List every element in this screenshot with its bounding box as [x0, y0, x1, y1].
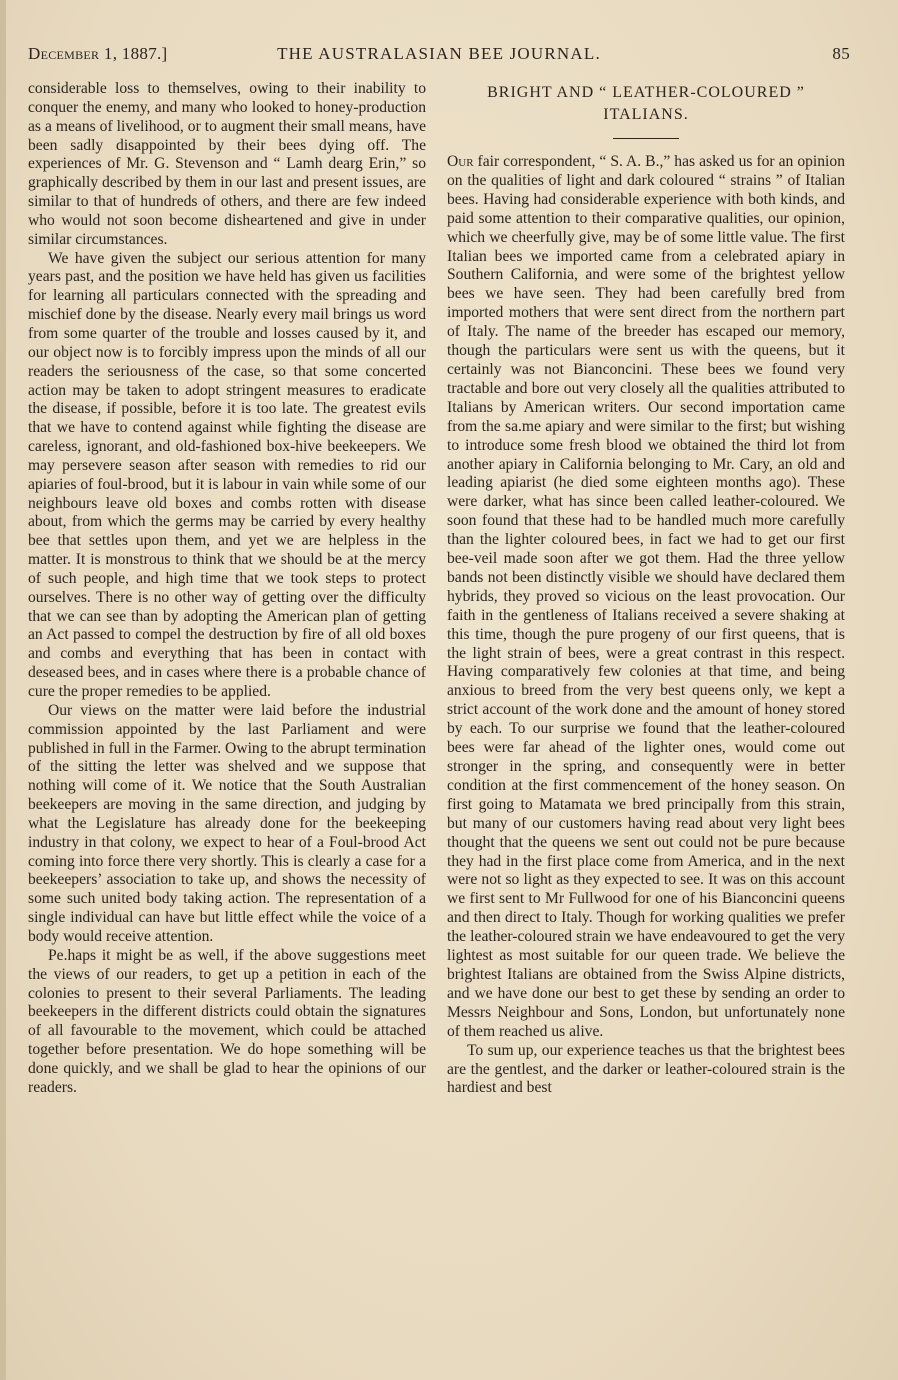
left-paragraph-1: considerable loss to themselves, owing to their inability to conquer the enemy, and many who looked to honey-production as a means of livelihood, or to augment their small means, have been sadly disappointed by their bees dying off. The experiences of Mr. G. Stevenson and “ Lamh dearg Erin,” so graphically described by them in our last and present issues, are similar to that of hundreds of others, and there are few indeed who would not soon become disheartened and give in under similar circumstances. [28, 80, 426, 248]
right-column [447, 80, 845, 1098]
header-page-number: 85 [832, 44, 850, 63]
article-title-line-1: BRIGHT AND “ LEATHER-COLOURED ” [487, 84, 805, 101]
right-paragraph-1 [447, 153, 845, 1042]
article-title [447, 82, 845, 126]
left-column [28, 80, 426, 1098]
right-paragraph-2: To sum up, our experience teaches us that the brightest bees are the gentlest, and the darker or leather-coloured strain is the hardiest and best [447, 1041, 845, 1097]
header-journal-title: THE AUSTRALASIAN BEE JOURNAL. [277, 44, 601, 63]
page-edge-shadow [0, 0, 6, 1380]
title-divider-rule [613, 138, 679, 139]
running-header [28, 44, 850, 70]
left-paragraph-3: Our views on the matter were laid before the industrial commission appointed by the last Parliament and were published in full in the Farmer. Owing to the abrupt termination of the sitting the letter was shelved and we suppose that nothing will come of it. We notice that the South Australian beekeepers are moving in the same direction, and judging by what the Legislature has already done for the beekeeping industry in that colony, we expect to hear of a Foul-brood Act coming into force there very shortly. This is clearly a case for a beekeepers’ association to take up, and shows the necessity of some such united body taking action. The representation of a single individual can have but little effect while the voice of a body would receive attention. [28, 701, 427, 945]
right-paragraph-1-text: fair correspondent, “ S. A. B.,” has asked us for an opinion on the qualities of light and dark coloured “ strains ” of Italian bees. Having had considerable experience with both kinds, and paid some attention to their comparative qualities, our opinion, which we cheerfully give, may be of some little value. The first Italian bees we imported came from a celebrated apiary in Southern California, and were some of the brightest yellow bees we have seen. They had been carefully bred from imported mothers that were sent direct from the northern part of Italy. The name of the breeder has escaped our memory, though the particulars were sent us with the queens, but it certainly was not Bianconcini. These bees we found very tractable and bore out very closely all the qualities attributed to Italians by American writers. Our second importation came from the sa.me apiary and were similar to the first; but wishing to introduce some fresh blood we obtained the third lot from another apiary in California belonging to Mr. Cary, an old and leading apiarist (he died some eighteen months ago). These were darker, what has since been called leather-coloured. We soon found that these had to be handled much more carefully than the lighter coloured bees, in fact we had to get our first bee-veil made soon after we got them. Had the three yellow bands not been distinctly visible we should have declared them hybrids, they proved so vicious on the least provocation. Our faith in the gentleness of Italians received a severe shaking at this time, though the pure progeny of our first queens, that is the light strain of bees, were a great contrast in this respect. Having comparatively few colonies at that time, and being anxious to breed from the very best queens only, we kept a strict account of the work done and the amount of honey stored by each. To our surprise we found that the leather-coloured bees were far ahead of the lighter ones, would come out stronger in the spring, and consequently were in better condition at the first commencement of the honey season. On first going to Matamata we bred principally from this strain, but many of our customers having read about very light bees thought that the queens we sent out could not be pure because they had in the first place come from America, and in the next were not so light as they expected to see. It was on this account we first sent to Mr Fullwood for one of his Bianconcini queens and then direct to Italy. Though for working qualities we prefer the leather-coloured strain we have endeavoured to get the very lightest as most suitable for our queen trade. We believe the brightest Italians are obtained from the Swiss Alpine districts, and we have done our best to get these by sending an order to Messrs Neighbour and Sons, London, but unfortunately none of them reached us alive. [447, 153, 845, 1040]
left-paragraph-2: We have given the subject our serious attention for many years past, and the position we have held has given us facilities for learning all particulars connected with the spreading and mischief done by the disease. Nearly every mail brings us word from some quarter of the trouble and losses caused by it, and our object now is to forcibly impress upon the minds of all our readers the seriousness of the case, so that some concerted action may be taken to adopt stringent measures to eradicate the disease, if possible, before it is too late. The greatest evils that we have to contend against while fighting the disease are careless, ignorant, and old-fashioned box-hive beekeepers. We may persevere season after season with remedies to rid our apiaries of foul-brood, but it is labour in vain while some of our neighbours leave old boxes and combs rotten with disease about, from which the germs may be carried by every healthy bee that settles upon them, and yet we are helpless in the matter. It is monstrous to think that we should be at the mercy of such people, and high time that we took steps to protect ourselves. There is no other way of getting over the difficulty that we can see than by adopting the American plan of getting an Act passed to compel the destruction by fire of all old boxes and combs and everything that has been in contact with deseased bees, and in cases where there is a probable chance of cure the proper remedies to be applied. [28, 249, 426, 700]
article-title-line-2: ITALIANS. [603, 106, 689, 123]
opening-word: Our [447, 153, 474, 170]
header-date: December 1, 1887.] [28, 44, 168, 63]
left-paragraph-4: Pe.haps it might be as well, if the above suggestions meet the views of our readers, to get up a petition in each of the colonies to present to their several Parliaments. The leading beekeepers in the different districts could obtain the signatures of all favourable to the movement, which could be attached together before presentation. We do hope something will be done quickly, and we shall be glad to hear the opinions of our readers. [28, 946, 426, 1096]
